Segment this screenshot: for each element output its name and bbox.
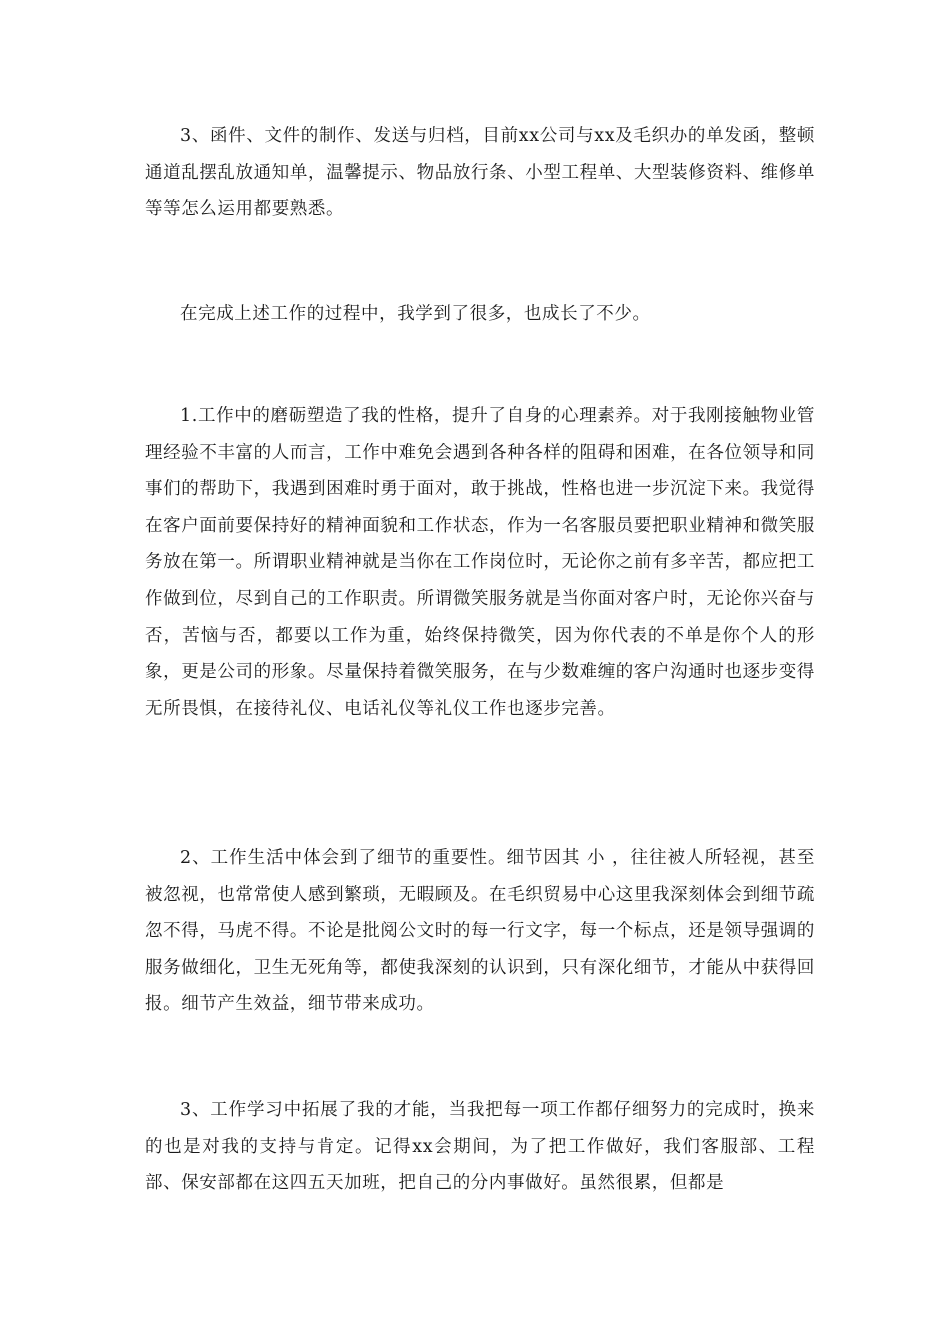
paragraph-document-handling: 3、函件、文件的制作、发送与归档，目前xx公司与xx及毛织办的单发函，整顿通道乱摆乱放通知单，温馨提示、物品放行条、小型工程单、大型装修资料、维修单等等怎么运用都要熟悉。 bbox=[145, 126, 815, 220]
paragraph-importance-of-details: 2、工作生活中体会到了细节的重要性。细节因其 小 ，往往被人所轻视，甚至被忽视，也常常使人感到繁琐，无暇顾及。在毛织贸易中心这里我深刻体会到细节疏忽不得，马虎不得。不论是批阅公文时的每一行文字，每一个标点，还是领导强调的服务做细化，卫生无死角等，都使我深刻的认识到，只有深化细节，才能从中获得回报。细节产生效益，细节带来成功。 bbox=[145, 848, 815, 1015]
paragraph-character-growth: 1.工作中的磨砺塑造了我的性格，提升了自身的心理素养。对于我刚接触物业管理经验不丰富的人而言，工作中难免会遇到各种各样的阻碍和困难，在各位领导和同事们的帮助下，我遇到困难时勇于面对，敢于挑战，性格也进一步沉淀下来。我觉得在客户面前要保持好的精神面貌和工作状态，作为一名客服员要把职业精神和微笑服务放在第一。所谓职业精神就是当你在工作岗位时，无论你之前有多辛苦，都应把工作做到位，尽到自己的工作职责。所谓微笑服务就是当你面对客户时，无论你兴奋与否，苦恼与否，都要以工作为重，始终保持微笑，因为你代表的不单是你个人的形象，更是公司的形象。尽量保持着微笑服务，在与少数难缠的客户沟通时也逐步变得无所畏惧，在接待礼仪、电话礼仪等礼仪工作也逐步完善。 bbox=[145, 406, 815, 719]
paragraph-summary: 在完成上述工作的过程中，我学到了很多，也成长了不少。 bbox=[180, 304, 651, 324]
paragraph-skills-expanded: 3、工作学习中拓展了我的才能，当我把每一项工作都仔细努力的完成时，换来的也是对我的支持与肯定。记得xx会期间，为了把工作做好，我们客服部、工程部、保安部都在这四五天加班，把自己的分内事做好。虽然很累，但都是 bbox=[145, 1100, 815, 1194]
